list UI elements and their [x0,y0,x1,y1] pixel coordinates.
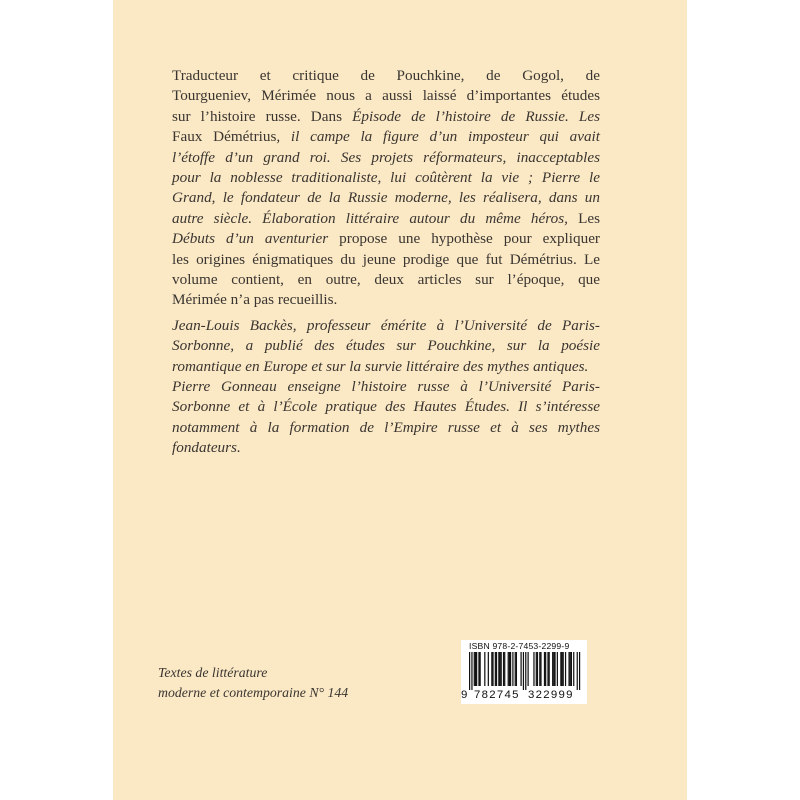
barcode-bar [565,652,566,686]
bio-pierre-gonneau [172,377,600,459]
barcode-bar [508,652,509,686]
blurb-line: Mérimée n’a pas recueillis. [172,291,338,309]
blurb-line: autre siècle. Élaboration littéraire autour du même héros, Les [172,209,600,227]
bio-jean-louis-backes [172,316,600,377]
barcode-bar [528,652,529,686]
barcode-bar [509,652,510,686]
barcode-bar [484,652,485,686]
barcode-bar [540,652,541,686]
bio2-line: fondateurs. [172,439,241,457]
blurb-line: l’étoffe d’un grand roi. Ses projets réformateurs, inacceptables [172,148,600,166]
barcode-bar [570,652,571,686]
barcode-bar [488,652,489,686]
ean-first-digit: 9 [461,689,468,701]
blurb-line: pour la noblesse traditionaliste, lui coûtèrent la vie ; Pierre le [172,169,600,187]
barcode-bar [547,652,548,686]
barcode-bars [469,652,581,690]
blurb-line: Grand, le fondateur de la Russie moderne, les réalisera, dans un [172,189,600,207]
barcode-bar [512,652,513,686]
bio2-line: Sorbonne et à l’École pratique des Hautes Études. Il s’intéresse [172,398,600,416]
barcode-bar [544,652,545,686]
barcode-bar [515,652,516,686]
blurb-line: Débuts d’un aventurier propose une hypothèse pour expliquer [172,230,600,248]
barcode-bar [571,652,572,686]
barcode-bar [498,652,499,686]
series-line-2: moderne et contemporaine N° 144 [158,684,349,700]
isbn-barcode [461,640,587,704]
blurb-text [172,66,600,311]
barcode-bar [523,652,524,690]
series-line-1: Textes de littérature [158,665,268,680]
blurb-line: Tourgueniev, Mérimée nous a aussi laissé d’importantes études [172,87,600,105]
bio1-line: Sorbonne, a publié des études sur Pouchkine, sur la poésie [172,337,600,355]
bio2-line: notamment à la formation de l’Empire russe et à ses mythes [172,418,600,436]
barcode-bar [553,652,554,686]
barcode-bar [536,652,537,686]
barcode-bar [563,652,564,686]
barcode-bar [475,652,476,686]
ean-left-group: 782745 [474,689,520,701]
ean-right-group: 322999 [528,689,574,701]
barcode-bar [496,652,497,686]
bio2-line: Pierre Gonneau enseigne l’histoire russe à l’Université Paris- [172,378,600,395]
barcode-bar [537,652,538,686]
blurb-line: sur l’histoire russe. Dans Épisode de l’histoire de Russie. Les [172,107,600,125]
barcode-bar [554,652,555,686]
barcode-bar [552,652,553,686]
barcode-bar [549,652,550,686]
barcode-bar [579,652,580,690]
barcode-bar [476,652,477,686]
barcode-bar [560,652,561,686]
barcode-bar [480,652,481,686]
barcode-bar [577,652,578,690]
barcode-bar [573,652,574,686]
barcode-bar [533,652,534,686]
barcode-bar [520,652,521,686]
bio1-line: Jean-Louis Backès, professeur émérite à l’Université de Paris- [172,317,600,334]
barcode-bar [492,652,493,686]
barcode-bar [510,652,511,686]
barcode-bar [545,652,546,686]
back-cover [113,0,687,800]
barcode-bar [478,652,479,686]
barcode-bar [471,652,472,690]
blurb-line: Traducteur et critique de Pouchkine, de Gogol, de [172,67,600,84]
barcode-bar [469,652,470,690]
barcode-bar [474,652,475,686]
blurb-line: Faux Démétrius, il campe la figure d’un imposteur qui avait [172,128,601,146]
barcode-bar [499,652,500,686]
barcode-bar [557,652,558,686]
barcode-bar [561,652,562,686]
barcode-bar [504,652,505,686]
barcode-bar [525,652,526,690]
bio1-line: romantique en Europe et sur la survie littéraire des mythes antiques. [172,357,589,375]
barcode-bar [501,652,502,686]
barcode-bar [495,652,496,686]
barcode-bar [539,652,540,686]
isbn-label: ISBN 978-2-7453-2299-9 [469,641,570,651]
blurb-line: les origines énigmatiques du jeune prodige que fut Démétrius. Le [172,250,600,268]
barcode-bar [516,652,517,686]
blurb-line: volume contient, en outre, deux articles sur l’époque, que [172,271,600,289]
barcode-bar [491,652,492,686]
barcode-bar [568,652,569,686]
series-label [158,663,348,702]
barcode-bar [503,652,504,686]
